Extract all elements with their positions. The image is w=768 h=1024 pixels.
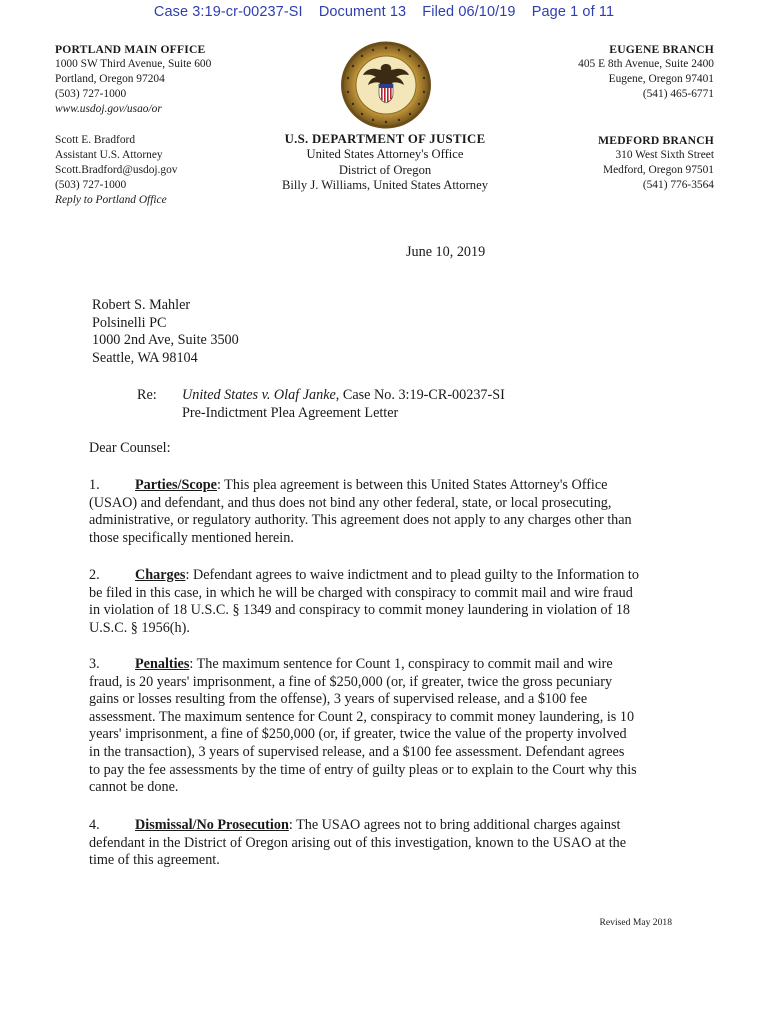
paragraph-line: years' imprisonment, a fine of $250,000 (or, if greater, twice the value of the property involved — [89, 726, 627, 743]
paragraph-4 — [89, 817, 684, 870]
attorney-phone: (503) 727-1000 — [55, 179, 127, 191]
paragraph-2 — [89, 567, 684, 637]
paragraph-number: 2. — [89, 567, 100, 583]
paragraph-line: those specifically mentioned herein. — [89, 529, 294, 546]
paragraph-line: to pay the fee assessments by the time of entry of guilty pleas or to explain to the Court why this — [89, 761, 637, 778]
eugene-address2: Eugene, Oregon 97401 — [608, 73, 714, 85]
salutation: Dear Counsel: — [89, 440, 171, 456]
attorney-block — [55, 133, 178, 208]
paragraph-line: in the transaction), 3 years of supervised release, and a $100 fee assessment. Defendant agrees — [89, 743, 625, 760]
doj-heading-block — [244, 132, 526, 194]
recipient-name: Robert S. Mahler — [92, 297, 191, 313]
paragraph-line: U.S.C. § 1956(h). — [89, 619, 190, 636]
paragraph-line: be filed in this case, in which he will be charged with conspiracy to commit mail and wire fraud — [89, 584, 633, 601]
re-label: Re: — [137, 387, 157, 403]
medford-title: MEDFORD BRANCH — [598, 134, 714, 147]
filing-stamp — [0, 4, 768, 20]
doj-district: District of Oregon — [338, 162, 432, 177]
attorney-reply: Reply to Portland Office — [55, 194, 167, 206]
recipient-address2: Seattle, WA 98104 — [92, 349, 198, 366]
doj-seal-icon — [339, 40, 433, 130]
attorney-title: Assistant U.S. Attorney — [55, 149, 163, 161]
paragraph-3 — [89, 656, 684, 797]
paragraph-line: defendant in the District of Oregon arising out of this investigation, known to the USAO at the — [89, 834, 627, 851]
stamp-case: Case 3:19-cr-00237-SI — [153, 4, 303, 20]
paragraph-line: in violation of 18 U.S.C. § 1349 and conspiracy to commit money laundering in violation of 18 — [89, 602, 631, 619]
eugene-address1: 405 E 8th Avenue, Suite 2400 — [578, 58, 714, 70]
medford-phone: (541) 776-3564 — [642, 179, 714, 191]
paragraph-line: cannot be done. — [89, 779, 179, 796]
eugene-phone: (541) 465-6771 — [642, 88, 714, 100]
recipient-block — [92, 297, 239, 367]
doj-us-attorney: Billy J. Williams, United States Attorney — [281, 178, 488, 192]
paragraph-title: Charges — [135, 567, 186, 583]
paragraph-line: : This plea agreement is between this United States Attorney's Office — [216, 477, 608, 493]
portland-website: www.usdoj.gov/usao/or — [55, 103, 162, 115]
medford-address2: Medford, Oregon 97501 — [602, 164, 714, 176]
portland-phone: (503) 727-1000 — [55, 88, 127, 100]
letter-date: June 10, 2019 — [406, 244, 486, 260]
stamp-document: Document 13 — [318, 4, 407, 20]
medford-address1: 310 West Sixth Street — [615, 149, 714, 161]
portland-address1: 1000 SW Third Avenue, Suite 600 — [55, 58, 212, 70]
paragraph-title: Penalties — [135, 656, 190, 672]
doj-office: United States Attorney's Office — [306, 147, 464, 161]
attorney-name: Scott E. Bradford — [55, 134, 136, 146]
recipient-firm: Polsinelli PC — [92, 314, 167, 331]
portland-office-block — [55, 42, 211, 117]
re-block — [182, 387, 702, 422]
re-case-line — [182, 387, 702, 405]
eugene-title: EUGENE BRANCH — [609, 43, 714, 56]
paragraph-line: assessment. The maximum sentence for Count 2, conspiracy to commit money laundering, is 10 — [89, 708, 635, 725]
re-case-number: , Case No. 3:19-CR-00237-SI — [335, 387, 505, 403]
paragraph-line: (USAO) and defendant, and thus does not bind any other federal, state, or local prosecuting, — [89, 494, 612, 511]
eugene-branch-block — [500, 42, 714, 102]
portland-address2: Portland, Oregon 97204 — [55, 73, 165, 85]
paragraph-title: Parties/Scope — [135, 477, 217, 493]
attorney-email: Scott.Bradford@usdoj.gov — [55, 164, 178, 176]
paragraph-line: fraud, is 20 years' imprisonment, a fine of $250,000 (or, if greater, twice the gross pecuniary — [89, 673, 613, 690]
re-case-title: United States v. Olaf Janke — [182, 387, 336, 403]
paragraph-line: time of this agreement. — [89, 852, 220, 869]
paragraph-line: : Defendant agrees to waive indictment and to plead guilty to the Information to — [185, 567, 639, 583]
doj-name: U.S. DEPARTMENT OF JUSTICE — [284, 132, 486, 146]
paragraph-line: gains or losses resulting from the offense), 3 years of supervised release, and a $100 fee — [89, 691, 588, 708]
paragraph-line: administrative, or regulatory authority. This agreement does not apply to any charges other than — [89, 512, 632, 529]
stamp-filed: Filed 06/10/19 — [422, 4, 516, 20]
paragraph-line: : The USAO agrees not to bring additional charges against — [288, 817, 621, 833]
paragraph-number: 3. — [89, 656, 100, 672]
stamp-page: Page 1 of 11 — [531, 4, 615, 20]
paragraph-number: 4. — [89, 817, 100, 833]
revision-note: Revised May 2018 — [599, 917, 672, 928]
re-subject: Pre-Indictment Plea Agreement Letter — [182, 404, 399, 421]
portland-title: PORTLAND MAIN OFFICE — [55, 43, 206, 56]
recipient-address1: 1000 2nd Ave, Suite 3500 — [92, 332, 239, 348]
medford-branch-block — [500, 133, 714, 193]
paragraph-title: Dismissal/No Prosecution — [135, 817, 289, 833]
paragraph-number: 1. — [89, 477, 100, 493]
paragraph-1 — [89, 477, 684, 547]
paragraph-line: : The maximum sentence for Count 1, conspiracy to commit mail and wire — [189, 656, 613, 672]
